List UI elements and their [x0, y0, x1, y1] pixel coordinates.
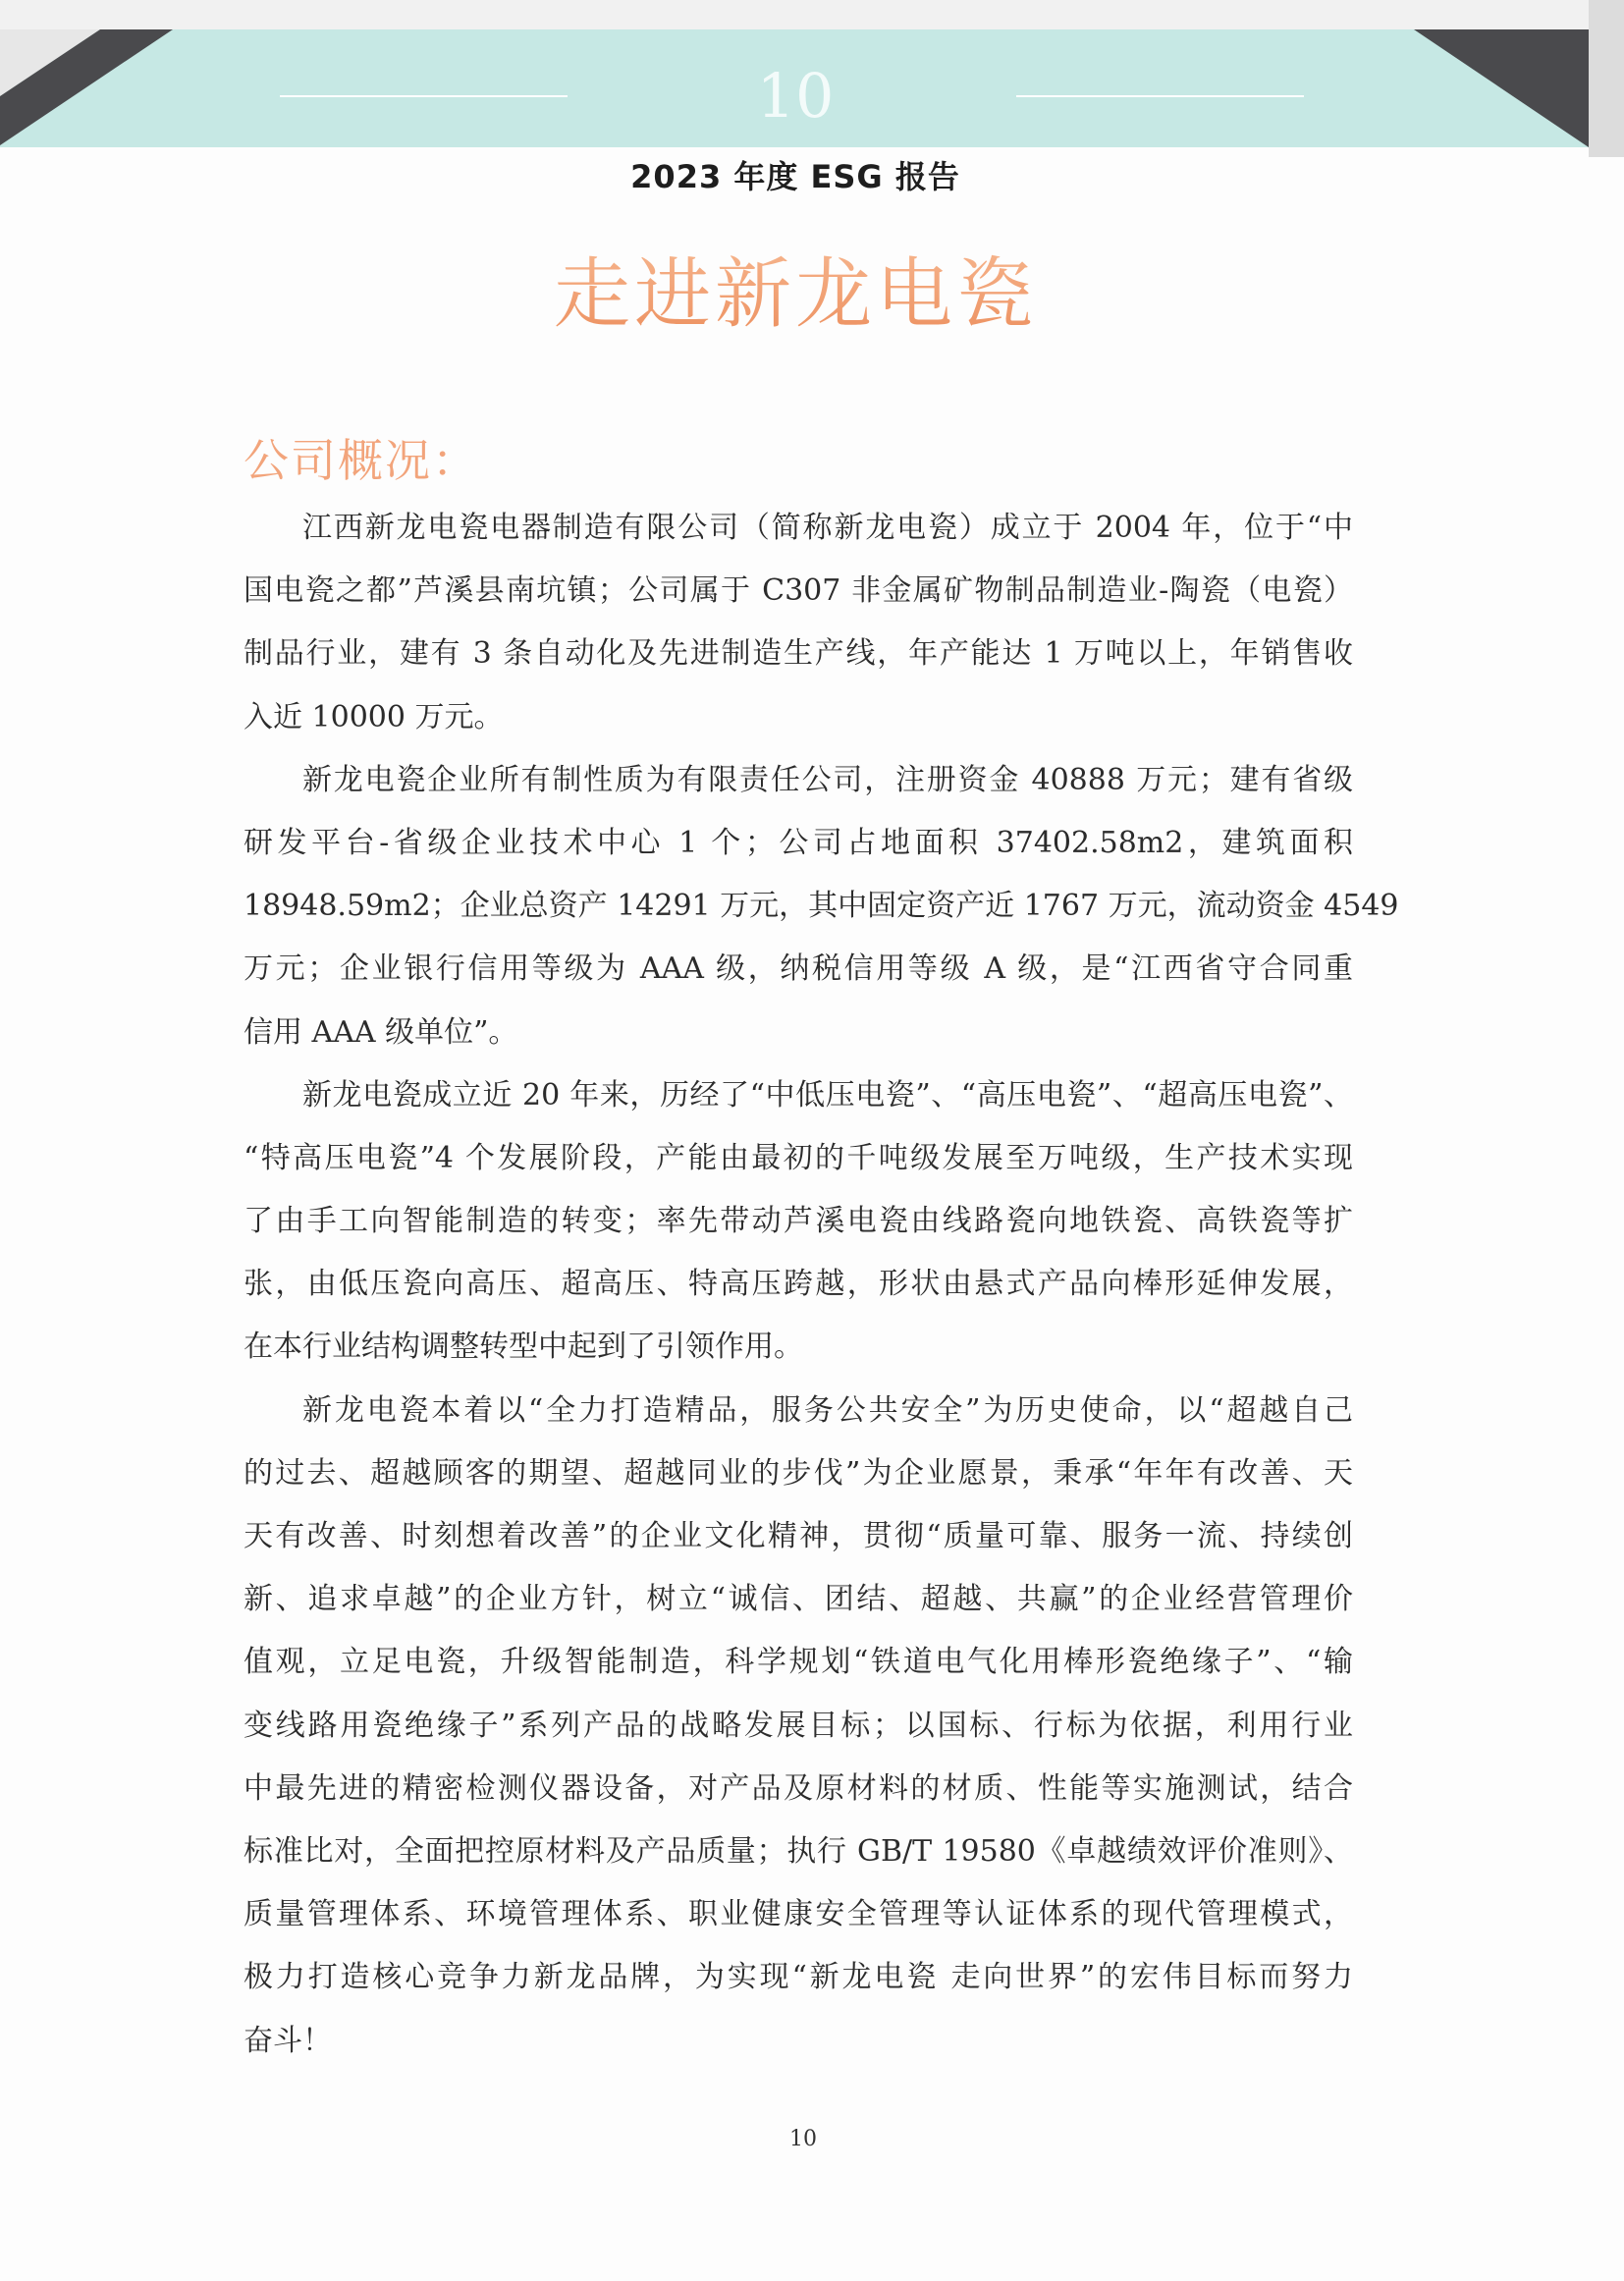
- body-text-line: 奋斗！: [244, 2023, 332, 2058]
- body-text-line: 新龙电瓷成立近 20 年来，历经了“中低压电瓷”、“高压电瓷”、“超高压电瓷”、: [302, 1077, 1353, 1113]
- body-text-line: 入近 10000 万元。: [244, 699, 504, 734]
- banner-page-number: 10: [756, 60, 835, 132]
- body-text-line: 中最先进的精密检测仪器设备，对产品及原材料的材质、性能等实施测试，结合: [244, 1770, 1353, 1806]
- body-text-line: 变线路用瓷绝缘子”系列产品的战略发展目标；以国标、行标为依据，利用行业: [244, 1708, 1353, 1743]
- paragraph-4: [244, 1380, 1353, 2073]
- header-banner: [0, 0, 1624, 157]
- body-text-line: 天有改善、时刻想着改善”的企业文化精神，贯彻“质量可靠、服务一流、持续创: [244, 1519, 1353, 1553]
- body-text-line: 万元；企业银行信用等级为 AAA 级，纳税信用等级 A 级，是“江西省守合同重: [244, 951, 1353, 987]
- body-text-line: 标准比对，全面把控原材料及产品质量；执行 GB/T 19580《卓越绩效评价准则》、: [244, 1833, 1353, 1869]
- top-scan-margin: [0, 0, 1624, 29]
- body-text-line: 新、追求卓越”的企业方针，树立“诚信、团结、超越、共赢”的企业经营管理价: [244, 1582, 1353, 1617]
- body-text-line: 新龙电瓷企业所有制性质为有限责任公司，注册资金 40888 万元；建有省级: [302, 762, 1353, 797]
- footer-page-number: 10: [789, 2127, 817, 2151]
- body-text: [244, 497, 1399, 2073]
- right-scan-margin: [1589, 0, 1624, 157]
- body-text-line: “特高压电瓷”4 个发展阶段，产能由最初的千吨级发展至万吨级，生产技术实现: [244, 1140, 1353, 1175]
- body-text-line: 张，由低压瓷向高压、超高压、特高压跨越，形状由悬式产品向棒形延伸发展，: [244, 1267, 1353, 1302]
- body-text-line: 了由手工向智能制造的转变；率先带动芦溪电瓷由线路瓷向地铁瓷、高铁瓷等扩: [244, 1204, 1353, 1239]
- body-text-line: 18948.59m2；企业总资产 14291 万元，其中固定资产近 1767 万元，流动资金 4549: [244, 889, 1399, 924]
- body-text-line: 的过去、超越顾客的期望、超越同业的步伐”为企业愿景，秉承“年年有改善、天: [244, 1455, 1353, 1491]
- paragraph-1: [244, 497, 1353, 749]
- body-text-line: 质量管理体系、环境管理体系、职业健康安全管理等认证体系的现代管理模式，: [244, 1897, 1353, 1932]
- body-text-line: 在本行业结构调整转型中起到了引领作用。: [244, 1330, 803, 1365]
- body-text-line: 国电瓷之都”芦溪县南坑镇；公司属于 C307 非金属矿物制品制造业-陶瓷（电瓷）: [244, 573, 1353, 609]
- body-text-line: 江西新龙电瓷电器制造有限公司（简称新龙电瓷）成立于 2004 年，位于“中: [302, 511, 1353, 545]
- paragraph-3: [244, 1064, 1353, 1380]
- body-text-line: 信用 AAA 级单位”。: [244, 1014, 518, 1050]
- section-heading: 公司概况：: [244, 434, 479, 487]
- body-text-line: 研发平台-省级企业技术中心 1 个；公司占地面积 37402.58m2，建筑面积: [244, 825, 1353, 860]
- body-text-line: 制品行业，建有 3 条自动化及先进制造生产线，年产能达 1 万吨以上，年销售收: [244, 636, 1353, 672]
- body-text-line: 新龙电瓷本着以“全力打造精品，服务公共安全”为历史使命，以“超越自己: [302, 1392, 1353, 1428]
- page-title: 走进新龙电瓷: [0, 247, 1591, 342]
- body-text-line: 值观，立足电瓷，升级智能制造，科学规划“铁道电气化用棒形瓷绝缘子”、“输: [244, 1645, 1353, 1680]
- paragraph-2: [244, 749, 1399, 1064]
- body-text-line: 极力打造核心竞争力新龙品牌，为实现“新龙电瓷 走向世界”的宏伟目标而努力: [244, 1960, 1353, 1995]
- report-title: 2023 年度 ESG 报告: [630, 158, 960, 195]
